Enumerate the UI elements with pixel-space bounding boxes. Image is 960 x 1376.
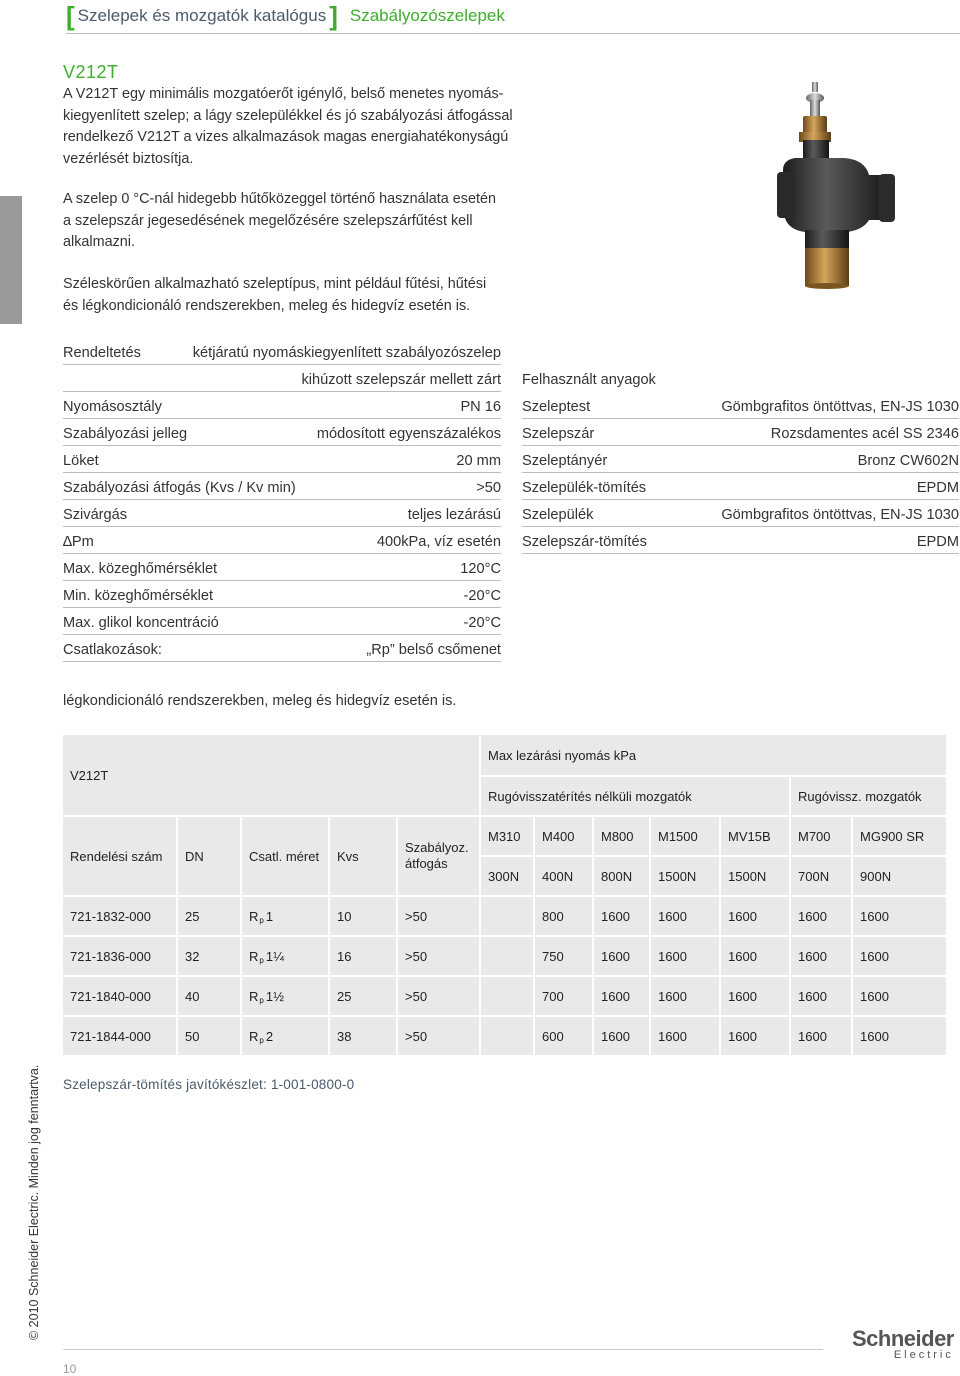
material-value: Bronz CW602N	[857, 453, 959, 469]
pressure-cell	[853, 977, 946, 1015]
range-value: >50	[405, 908, 428, 924]
connection-cell	[242, 977, 328, 1015]
kvs-cell	[330, 1017, 396, 1055]
connection-subscript: p	[259, 915, 264, 925]
spec-value: „Rp” belső csőmenet	[366, 642, 501, 658]
dn-cell	[178, 937, 240, 975]
spec-value: kihúzott szelepszár mellett zárt	[301, 372, 501, 388]
pressure-value: 1600	[728, 1028, 757, 1044]
actuator-name: M800	[601, 828, 634, 844]
connection-subscript: p	[259, 995, 264, 1005]
footer-divider	[63, 1349, 823, 1350]
col-header-kvs	[330, 817, 396, 895]
force-value: 700N	[798, 868, 830, 884]
kvs-cell	[330, 897, 396, 935]
text-line: rendelkező V212T a vizes alkalmazások magas energiahatékonyságú	[63, 129, 509, 145]
text-line: alkalmazni.	[63, 234, 135, 250]
pressure-value: 1600	[860, 988, 889, 1004]
material-label: Szelepszár	[522, 426, 595, 442]
header-divider	[66, 33, 960, 34]
pressure-cell	[535, 1017, 592, 1055]
range-cell	[398, 937, 479, 975]
actuator-cell	[651, 817, 719, 855]
pressure-cell	[791, 897, 851, 935]
valve-image	[775, 80, 901, 290]
spec-value: teljes lezárású	[407, 507, 501, 523]
force-cell	[853, 857, 946, 895]
spec-label: Max. glikol koncentráció	[63, 615, 219, 631]
order-table	[63, 735, 946, 1057]
actuator-name: M400	[542, 828, 575, 844]
actuator-name: M310	[488, 828, 521, 844]
pressure-value: 1600	[601, 988, 630, 1004]
pressure-cell	[594, 977, 649, 1015]
order-number-cell	[63, 977, 176, 1015]
pressure-cell	[721, 1017, 789, 1055]
spec-row	[63, 419, 501, 446]
dn-value: 32	[185, 948, 200, 964]
intro-paragraph-1	[63, 84, 563, 170]
connection-size: 1½	[265, 988, 284, 1004]
pressure-cell	[651, 977, 719, 1015]
text-line: A V212T egy minimális mozgatóerőt igénylő, belső menetes nyomás-	[63, 86, 504, 102]
schneider-logo	[852, 1328, 954, 1361]
model-cell	[63, 735, 479, 815]
pressure-cell	[594, 937, 649, 975]
pressure-cell	[594, 897, 649, 935]
col-header-conn	[242, 817, 328, 895]
col-conn-label: Csatl. méret	[249, 848, 320, 864]
pressure-value: 1600	[728, 908, 757, 924]
spec-row-usage-2	[63, 365, 501, 392]
max-pressure-label: Max lezárási nyomás kPa	[488, 747, 637, 763]
actuator-name: M700	[798, 828, 831, 844]
material-value: Gömbgrafitos öntöttvas, EN-JS 1030	[721, 399, 959, 415]
actuator-name: M1500	[658, 828, 698, 844]
force-cell	[721, 857, 789, 895]
material-value: Gömbgrafitos öntöttvas, EN-JS 1030	[721, 507, 959, 523]
material-value: EPDM	[916, 480, 959, 496]
kvs-value: 16	[337, 948, 352, 964]
section-title: Szabályozószelepek	[349, 6, 505, 25]
spec-label: Rendeltetés	[63, 345, 141, 361]
pressure-value: 1600	[601, 1028, 630, 1044]
material-row	[522, 527, 959, 554]
spec-table	[63, 338, 501, 668]
spec-row-usage	[63, 338, 501, 365]
connection-subscript: p	[259, 955, 264, 965]
connection-prefix: R	[249, 1028, 259, 1044]
force-cell	[535, 857, 592, 895]
range-value: >50	[405, 988, 428, 1004]
pressure-value: 1600	[798, 1028, 827, 1044]
spec-row	[63, 554, 501, 581]
col-dn-label: DN	[185, 848, 204, 864]
spec-label: Szivárgás	[63, 507, 128, 523]
dn-value: 50	[185, 1028, 200, 1044]
side-tab	[0, 196, 22, 324]
connection-cell	[242, 897, 328, 935]
col-range-label: Szabályoz. átfogás	[405, 840, 469, 871]
text-line: A szelep 0 °C-nál hidegebb hűtőközeggel történő használata esetén	[63, 191, 496, 207]
spec-value: -20°C	[463, 588, 501, 604]
spec-value: 400kPa, víz esetén	[376, 534, 501, 550]
dn-value: 25	[185, 908, 200, 924]
group-no-spring-label: Rugóvisszatérítés nélküli mozgatók	[488, 788, 692, 804]
actuator-cell	[535, 817, 592, 855]
material-label: Szelepülék	[522, 507, 594, 523]
spec-row	[63, 500, 501, 527]
material-label: Szelepszár-tömítés	[522, 534, 647, 550]
material-row	[522, 419, 959, 446]
connection-subscript: p	[259, 1035, 264, 1045]
spec-label: Min. közeghőmérséklet	[63, 588, 214, 604]
spec-label: ∆Pm	[63, 534, 94, 550]
order-number: 721-1840-000	[70, 988, 151, 1004]
range-value: >50	[405, 1028, 428, 1044]
spec-value: >50	[476, 480, 501, 496]
range-value: >50	[405, 948, 428, 964]
spec-label: Szabályozási átfogás (Kvs / Kv min)	[63, 480, 296, 496]
product-title: V212T	[63, 62, 119, 82]
pressure-cell	[535, 937, 592, 975]
pressure-value: 1600	[798, 948, 827, 964]
pressure-cell	[791, 1017, 851, 1055]
kvs-cell	[330, 977, 396, 1015]
pressure-value: 1600	[728, 948, 757, 964]
actuator-cell	[594, 817, 649, 855]
spec-value: PN 16	[460, 399, 501, 415]
range-cell	[398, 1017, 479, 1055]
force-cell	[481, 857, 533, 895]
kvs-cell	[330, 937, 396, 975]
repeat-text-line: légkondicionáló rendszerekben, meleg és hidegvíz esetén is.	[63, 693, 457, 709]
text-line: Széleskörűen alkalmazható szeleptípus, mint például fűtési, hűtési	[63, 276, 487, 292]
group-no-spring-header	[481, 777, 789, 815]
spec-value: módosított egyenszázalékos	[316, 426, 501, 442]
spec-row	[63, 446, 501, 473]
logo-top-text: Schneider	[852, 1326, 954, 1351]
model-name: V212T	[70, 767, 109, 783]
pressure-cell	[721, 897, 789, 935]
col-kvs-label: Kvs	[337, 848, 359, 864]
kvs-value: 10	[337, 908, 352, 924]
connection-cell	[242, 937, 328, 975]
page-number: 10	[63, 1362, 77, 1376]
col-order-label: Rendelési szám	[70, 848, 163, 864]
connection-size: 1¼	[265, 948, 284, 964]
force-cell	[791, 857, 851, 895]
force-value: 400N	[542, 868, 574, 884]
pressure-cell	[535, 897, 592, 935]
spec-label: Csatlakozások:	[63, 642, 162, 658]
force-cell	[594, 857, 649, 895]
pressure-value: 1600	[798, 988, 827, 1004]
spec-label: Löket	[63, 453, 99, 469]
text-line: kiegyenlített szelep; a lágy szelepülékkel és jó szabályozási átfogással	[63, 107, 513, 124]
materials-heading: Felhasznált anyagok	[522, 372, 656, 388]
material-row	[522, 446, 959, 473]
material-label: Szelepülék-tömítés	[522, 480, 647, 496]
pressure-value: 1600	[658, 988, 687, 1004]
pressure-value: 1600	[601, 948, 630, 964]
pressure-cell-empty	[481, 1017, 533, 1055]
pressure-value: 700	[542, 988, 564, 1004]
pressure-cell-empty	[481, 937, 533, 975]
intro-paragraph-3	[63, 274, 563, 317]
actuator-cell	[481, 817, 533, 855]
text-line: a szelepszár jegesedésének megelőzésére szelepszárfűtést kell	[63, 212, 473, 229]
force-cell	[651, 857, 719, 895]
order-number-cell	[63, 937, 176, 975]
pressure-value: 1600	[798, 908, 827, 924]
pressure-value: 1600	[601, 908, 630, 924]
material-value: EPDM	[916, 534, 959, 550]
connection-size: 1	[265, 908, 274, 924]
force-value: 900N	[860, 868, 892, 884]
pressure-value: 1600	[658, 1028, 687, 1044]
pressure-cell	[651, 1017, 719, 1055]
pressure-cell	[853, 1017, 946, 1055]
pressure-value: 1600	[860, 948, 889, 964]
col-header-order	[63, 817, 176, 895]
force-value: 1500N	[658, 868, 697, 884]
group-spring-header	[791, 777, 946, 815]
repair-kit-note: Szelepszár-tömítés javítókészlet: 1-001-0800-0	[63, 1077, 355, 1092]
connection-prefix: R	[249, 988, 259, 1004]
spec-label: Szabályozási jelleg	[63, 426, 188, 442]
connection-prefix: R	[249, 908, 259, 924]
material-label: Szeleptest	[522, 399, 591, 415]
pressure-cell	[853, 937, 946, 975]
group-spring-label: Rugóvissz. mozgatók	[798, 788, 922, 804]
pressure-cell-empty	[481, 897, 533, 935]
spec-value: 120°C	[460, 561, 501, 577]
pressure-cell	[791, 937, 851, 975]
pressure-cell	[853, 897, 946, 935]
text-line: és légkondicionáló rendszerekben, meleg és hidegvíz esetén is.	[63, 297, 471, 314]
pressure-cell-empty	[481, 977, 533, 1015]
range-cell	[398, 897, 479, 935]
spec-value: -20°C	[463, 615, 501, 631]
spec-row	[63, 392, 501, 419]
order-number-cell	[63, 897, 176, 935]
order-number-cell	[63, 1017, 176, 1055]
materials-table	[522, 365, 959, 565]
catalog-title: Szelepek és mozgatók katalógus	[77, 6, 327, 25]
kvs-value: 38	[337, 1028, 352, 1044]
range-cell	[398, 977, 479, 1015]
pressure-cell	[721, 937, 789, 975]
pressure-value: 800	[542, 908, 564, 924]
materials-heading-row	[522, 365, 959, 391]
connection-size: 2	[265, 1028, 274, 1044]
pressure-value: 1600	[658, 948, 687, 964]
spec-row	[63, 581, 501, 608]
pressure-cell	[651, 897, 719, 935]
spec-label: Nyomásosztály	[63, 399, 162, 415]
pressure-value: 1600	[860, 1028, 889, 1044]
open-bracket: [	[66, 1, 75, 31]
material-row	[522, 392, 959, 419]
actuator-name: MG900 SR	[860, 828, 925, 844]
pressure-value: 750	[542, 948, 564, 964]
pressure-cell	[651, 937, 719, 975]
force-value: 800N	[601, 868, 633, 884]
page-header	[66, 0, 505, 32]
actuator-name: MV15B	[728, 828, 771, 844]
order-number: 721-1832-000	[70, 908, 151, 924]
close-bracket: ]	[329, 1, 338, 31]
dn-cell	[178, 1017, 240, 1055]
material-row	[522, 500, 959, 527]
pressure-cell	[594, 1017, 649, 1055]
copyright-text: © 2010 Schneider Electric. Minden jog fenntartva.	[27, 1064, 41, 1340]
spec-value: kétjáratú nyomáskiegyenlített szabályozószelep	[192, 345, 501, 361]
material-row	[522, 473, 959, 500]
actuator-cell	[721, 817, 789, 855]
order-number: 721-1836-000	[70, 948, 151, 964]
material-value: Rozsdamentes acél SS 2346	[770, 426, 959, 442]
force-value: 300N	[488, 868, 520, 884]
spec-row	[63, 635, 501, 662]
pressure-value: 1600	[658, 908, 687, 924]
force-value: 1500N	[728, 868, 767, 884]
col-header-range	[398, 817, 479, 895]
max-pressure-header	[481, 735, 946, 775]
actuator-cell	[791, 817, 851, 855]
pressure-cell	[535, 977, 592, 1015]
pressure-value: 1600	[860, 908, 889, 924]
spec-label: Max. közeghőmérséklet	[63, 561, 218, 577]
order-number: 721-1844-000	[70, 1028, 151, 1044]
pressure-value: 1600	[728, 988, 757, 1004]
actuator-cell	[853, 817, 946, 855]
pressure-value: 600	[542, 1028, 564, 1044]
col-header-dn	[178, 817, 240, 895]
pressure-cell	[721, 977, 789, 1015]
intro-paragraph-2	[63, 189, 563, 254]
material-label: Szeleptányér	[522, 453, 608, 469]
pressure-cell	[791, 977, 851, 1015]
dn-cell	[178, 977, 240, 1015]
logo-bottom-text: Electric	[893, 1349, 954, 1361]
spec-value: 20 mm	[456, 453, 501, 469]
dn-value: 40	[185, 988, 200, 1004]
dn-cell	[178, 897, 240, 935]
kvs-value: 25	[337, 988, 352, 1004]
connection-cell	[242, 1017, 328, 1055]
spec-row	[63, 473, 501, 500]
text-line: vezérlését biztosítja.	[63, 150, 194, 167]
connection-prefix: R	[249, 948, 259, 964]
spec-row	[63, 527, 501, 554]
spec-row	[63, 608, 501, 635]
